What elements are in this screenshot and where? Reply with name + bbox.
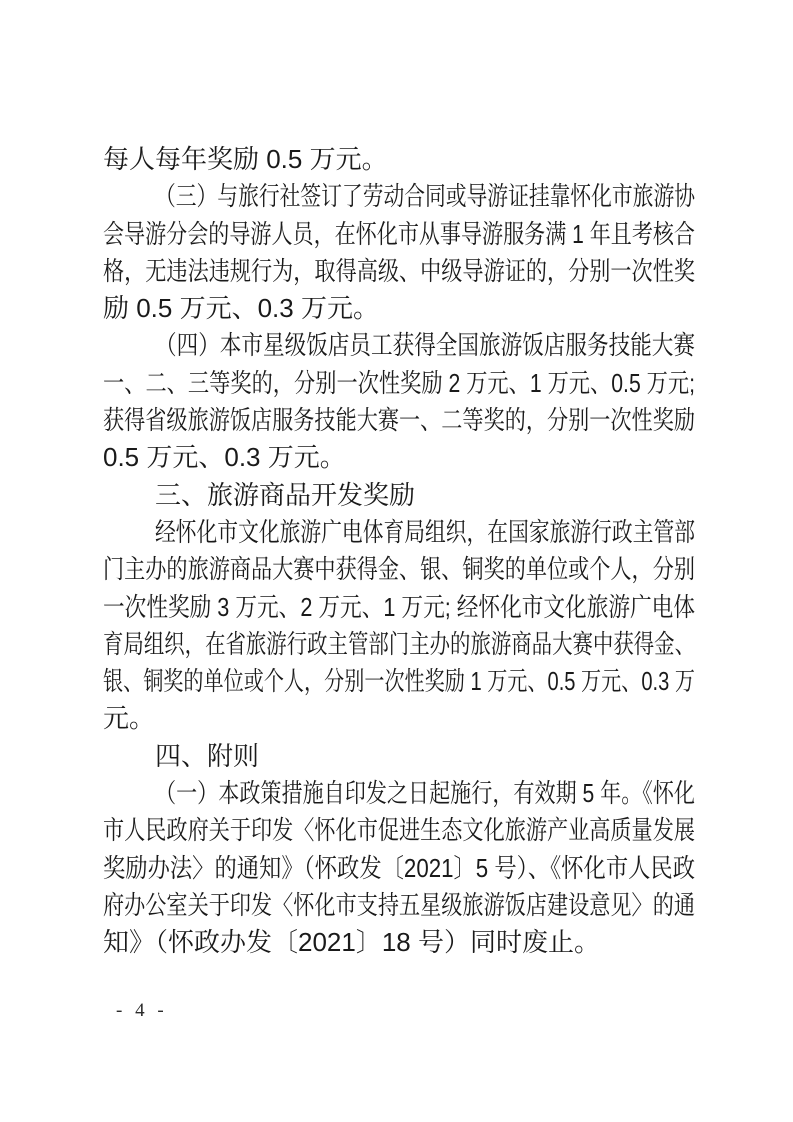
text-line xyxy=(103,178,695,215)
text-line-content: 知》（怀政办发〔2021〕18 号）同时废止。 xyxy=(103,927,600,958)
text-line xyxy=(103,514,695,551)
text-line xyxy=(103,924,695,961)
text-line-content: 经怀化市文化旅游广电体育局组织，在国家旅游行政主管部 xyxy=(155,516,695,547)
text-line xyxy=(103,253,695,290)
text-line xyxy=(103,551,695,588)
text-line-content: 四、附则 xyxy=(155,740,260,771)
text-line-content: 格，无违法违规行为，取得高级、中级导游证的，分别一次性奖 xyxy=(103,255,695,286)
text-line-content: 门主办的旅游商品大赛中获得金、银、铜奖的单位或个人，分别 xyxy=(103,554,695,585)
text-line-content: 励 0.5 万元、0.3 万元。 xyxy=(103,293,379,324)
text-line xyxy=(103,216,695,253)
text-line xyxy=(103,439,695,476)
text-line xyxy=(103,589,695,626)
text-line-content: 三、旅游商品开发奖励 xyxy=(155,479,416,510)
text-line-content: （三）与旅行社签订了劳动合同或导游证挂靠怀化市旅游协 xyxy=(155,181,695,212)
text-line-content: 育局组织，在省旅游行政主管部门主办的旅游商品大赛中获得金、 xyxy=(103,628,695,659)
text-line xyxy=(103,663,695,700)
text-line xyxy=(103,365,695,402)
text-line-content: 一、二、三等奖的，分别一次性奖励 2 万元、1 万元、0.5 万元; xyxy=(103,367,695,398)
text-line-content: 奖励办法〉的通知》（怀政发〔2021〕5 号）、《怀化市人民政 xyxy=(103,852,695,883)
text-line xyxy=(103,290,695,327)
text-line xyxy=(103,477,695,514)
text-line-content: 市人民政府关于印发〈怀化市促进生态文化旅游产业高质量发展 xyxy=(103,815,695,846)
text-line-content: 府办公室关于印发〈怀化市支持五星级旅游饭店建设意见〉的通 xyxy=(103,889,695,920)
text-line-content: 银、铜奖的单位或个人，分别一次性奖励 1 万元、0.5 万元、0.3 万 xyxy=(103,666,695,697)
page-number: - 4 - xyxy=(116,1000,168,1021)
text-line-content: 0.5 万元、0.3 万元。 xyxy=(103,442,346,473)
text-body xyxy=(103,141,695,962)
page-footer xyxy=(116,1000,168,1022)
text-line xyxy=(103,887,695,924)
text-line xyxy=(103,775,695,812)
text-line xyxy=(103,402,695,439)
text-line-content: 每人每年奖励 0.5 万元。 xyxy=(103,144,388,174)
text-line-content: 会导游分会的导游人员，在怀化市从事导游服务满 1 年且考核合 xyxy=(103,218,695,249)
text-line xyxy=(103,812,695,849)
text-line-content: （四）本市星级饭店员工获得全国旅游饭店服务技能大赛 xyxy=(155,330,695,361)
text-line-content: 一次性奖励 3 万元、2 万元、1 万元; 经怀化市文化旅游广电体 xyxy=(103,591,695,622)
text-line xyxy=(103,700,695,737)
text-line xyxy=(103,850,695,887)
text-line xyxy=(103,626,695,663)
text-line xyxy=(103,738,695,775)
text-line xyxy=(103,141,695,178)
text-line-content: 元。 xyxy=(103,703,156,734)
text-line-content: （一）本政策措施自印发之日起施行，有效期 5 年。《怀化 xyxy=(155,778,695,809)
text-line-content: 获得省级旅游饭店服务技能大赛一、二等奖的，分别一次性奖励 xyxy=(103,405,695,436)
text-line xyxy=(103,327,695,364)
